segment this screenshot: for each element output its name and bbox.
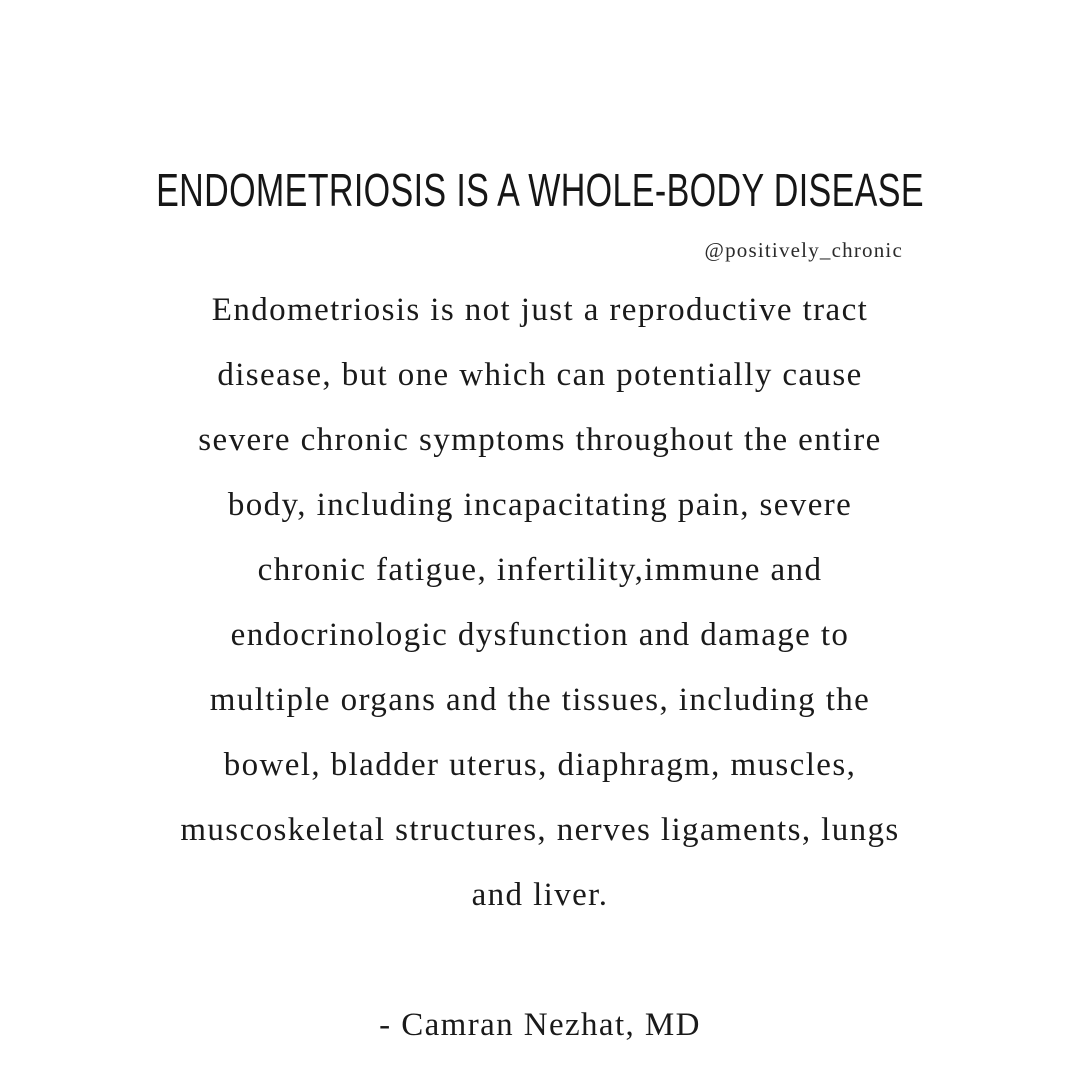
quote-line: bowel, bladder uterus, diaphragm, muscles, [223, 747, 857, 783]
quote-line: Endometriosis is not just a reproductive tract [211, 292, 869, 328]
quote-line: body, including incapacitating pain, severe [227, 487, 853, 523]
quote-line: and liver. [471, 877, 609, 913]
quote-attribution: - Camran Nezhat, MD [379, 1007, 701, 1043]
quote-line: disease, but one which can potentially cause [217, 357, 863, 393]
author-handle: @positively_chronic [704, 238, 903, 262]
quote-line: muscoskeletal structures, nerves ligaments, lungs [180, 812, 900, 848]
quote-line: endocrinologic dysfunction and damage to [230, 617, 850, 653]
post-title: ENDOMETRIOSIS IS A WHOLE-BODY DISEASE [156, 164, 924, 216]
quote-line: multiple organs and the tissues, including the [209, 682, 871, 718]
quote-line: severe chronic symptoms throughout the entire [198, 422, 882, 458]
quote-line: chronic fatigue, infertility,immune and [257, 552, 823, 588]
quote-body [0, 278, 1080, 928]
